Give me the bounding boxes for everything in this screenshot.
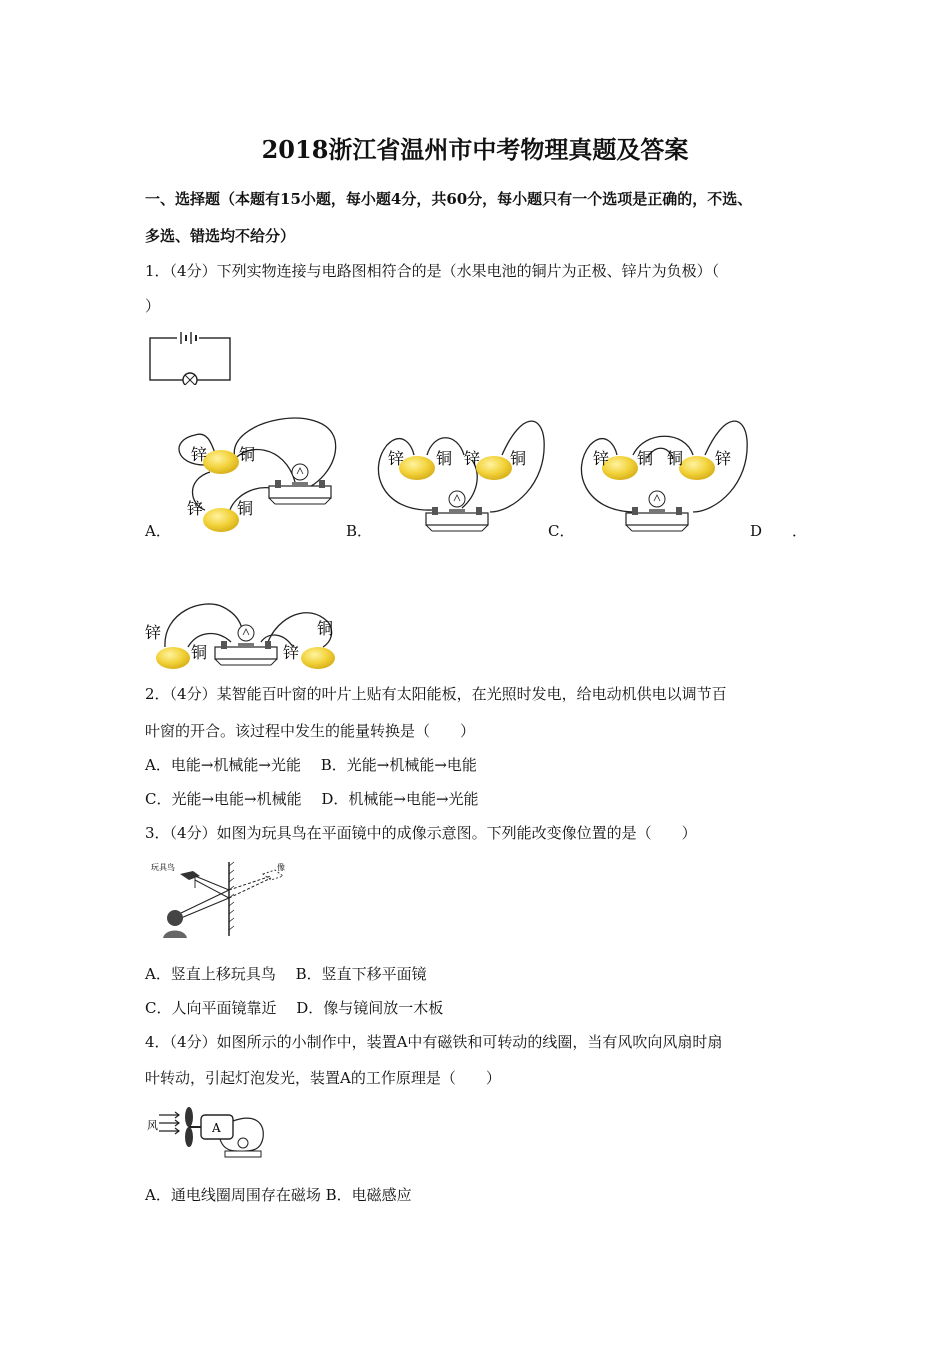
q1-stem-line2: ） [145, 297, 161, 315]
copper-label: 铜 [237, 499, 254, 518]
copper-label: 铜 [436, 449, 453, 468]
zinc-label: 锌 [464, 449, 481, 468]
lemon [301, 647, 335, 669]
bulb-on-base [215, 625, 277, 665]
bulb-on-base [269, 464, 331, 504]
q3-mirror-figure [145, 858, 300, 940]
q4-stem-line1: 4．（4分）如图所示的小制作中，装置A中有磁铁和可转动的线圈，当有风吹向风扇时扇 [145, 1033, 723, 1051]
q1-option-c-label: C． [548, 522, 575, 540]
q3-options-cd: C．人向平面镜靠近 D．像与镜间放一木板 [145, 999, 444, 1017]
q2-stem-line2: 叶窗的开合。该过程中发生的能量转换是（ ） [145, 722, 476, 740]
q1-option-d-label: D ． [750, 522, 808, 540]
lemon [399, 456, 435, 480]
bulb-on-base [426, 491, 488, 531]
lemon [203, 508, 239, 532]
page-title: 2018浙江省温州市中考物理真题及答案 [261, 135, 689, 164]
zinc-label: 锌 [388, 449, 405, 468]
q1-stem-line1: 1．（4分）下列实物连接与电路图相符合的是（水果电池的铜片为正极、锌片为负极）（ [145, 262, 720, 280]
zinc-label: 锌 [715, 449, 732, 468]
copper-label: 铜 [317, 619, 334, 638]
q2-options-cd: C．光能→电能→机械能 D．机械能→电能→光能 [145, 790, 479, 808]
device-a-label: A [212, 1121, 221, 1135]
lemon [203, 450, 239, 474]
zinc-label: 锌 [283, 643, 300, 662]
copper-label: 铜 [510, 449, 527, 468]
q4-generator-figure [145, 1103, 270, 1161]
copper-label: 铜 [667, 449, 684, 468]
copper-label: 铜 [637, 449, 654, 468]
copper-label: 铜 [239, 445, 256, 464]
lemon [156, 647, 190, 669]
q1-option-b-figure [372, 400, 552, 535]
zinc-label: 锌 [191, 445, 208, 464]
toy-bird-label: 玩具鸟 [151, 863, 175, 872]
copper-label: 铜 [191, 643, 208, 662]
q4-stem-line2: 叶转动，引起灯泡发光，装置A的工作原理是（ ） [145, 1069, 501, 1087]
bulb-on-base [626, 491, 688, 531]
zinc-label: 锌 [187, 499, 204, 518]
section-heading-line1: 一、选择题（本题有15小题，每小题4分，共60分，每小题只有一个选项是正确的，不选、 [145, 190, 753, 208]
q3-options-ab: A．竖直上移玩具鸟 B．竖直下移平面镜 [145, 965, 427, 983]
q1-circuit-diagram [145, 330, 235, 385]
wind-label: 风 [147, 1119, 158, 1132]
q1-option-a-label: A． [145, 522, 171, 540]
q2-options-ab: A．电能→机械能→光能 B．光能→机械能→电能 [145, 756, 477, 774]
lemon [679, 456, 715, 480]
q1-option-c-figure [575, 400, 755, 535]
zinc-label: 锌 [145, 623, 162, 642]
image-label: 像 [277, 863, 285, 872]
section-heading-line2: 多选、错选均不给分） [145, 227, 296, 245]
q2-stem-line1: 2．（4分）某智能百叶窗的叶片上贴有太阳能板，在光照时发电，给电动机供电以调节百 [145, 685, 727, 703]
q1-option-d-figure [143, 592, 343, 674]
lemon [476, 456, 512, 480]
q1-option-b-label: B． [346, 522, 373, 540]
q3-stem: 3．（4分）如图为玩具鸟在平面镜中的成像示意图。下列能改变像位置的是（ ） [145, 824, 697, 842]
q1-option-a-figure [165, 410, 345, 540]
zinc-label: 锌 [593, 449, 610, 468]
q4-options-ab: A．通电线圈周围存在磁场 B．电磁感应 [145, 1186, 412, 1204]
